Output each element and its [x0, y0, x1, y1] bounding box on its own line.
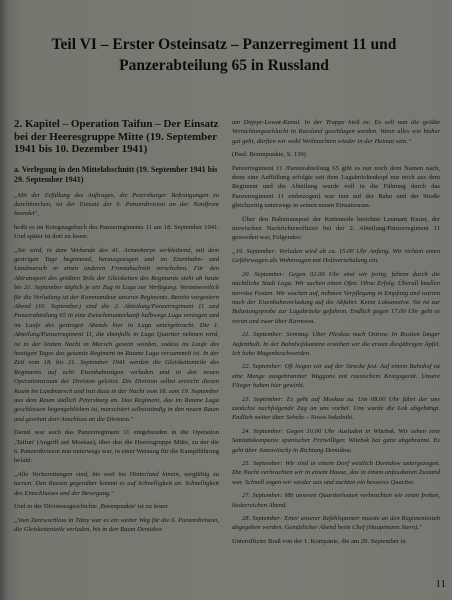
- diary-entry: 24. September: Gegen 10.00 Uhr Ausladen in Witebsk. Wir sehen eine Sanitätskompanie spanischer Freiwilliger. Witebsk hat ganz abgebrannt. Es geht über Janowitschy in Richtung Demidow.: [232, 427, 440, 454]
- citation: (Paul: Brennpunkte, S. 139): [232, 151, 306, 159]
- left-column: [14, 118, 219, 538]
- text-paragraph: heißt es im Kriegstagebuch des Panzerregiments 11 am 18. September 1941. Und später ist dort zu lesen:: [14, 223, 219, 241]
- chapter-heading: 2. Kapitel – Operation Taifun – Der Einsatz bei der Heeresgruppe Mitte (19. September 1941 bis 10. Dezember 1941): [14, 118, 219, 155]
- diary-entry: 21. September: Sonntag. Über Pleskau nach Ostrow. In Rositen langer Aufenthalt. In der Bahnhofskantine erstehen wir die ersten diesjährigen Äpfel. Ich habe Magenbeschwerden.: [232, 331, 440, 357]
- page-number: 11: [435, 578, 446, 590]
- diary-entry: 27. September: Mit unseren Quartierleuten verbrachten wir einen frohen, liederreichen Abend.: [232, 492, 440, 509]
- diary-entry: 28. September: Einer unserer Befehlspanzer musste an den Regimentsstab abgegeben werden. Gemütlicher Abend beim Chef (Hauptmann Stern).": [232, 515, 440, 532]
- quote-paragraph: „Sie wird, in dem Verbande des 41. Armeekorps verbleibend, mit dem gestrigen Tage beginnend, herausgezogen und im Eisenbahn- und Landmarsch in einen anderen Frontabschnitt verschoben. Für den Abtransport des größten Teils der Gleisketten des Regiments steht ab heute bis 21. September täglich je ein Zug in Luga zur Verfügung. Verantwortlich für die Verladung ist der Kommandeur unseres Regiments. Bereits vorgestern Abend (16. September) sind die 2. Abteilung/Panzerregiment 11 und Panzerabteilung 65 in eine Zwischenunterkunft halbwegs Luga verzogen und im Laufe des gestrigen Abends hier in Luga untergebracht. Die 1. Abteilung/Panzerregiment 11, die ebenfalls in Luga Quartier nehmen wird, ist in der letzten Nacht in Marsch gesetzt worden, sodass im Laufe des heutigen Tages das gesamte Regiment im Raume Luga versammelt ist. In der Zeit vom 18. bis 21. September 1941 werden die Gleiskettenteile des Regiments auf acht Eisenbahnzügen verladen und in den neuen Operationsraum der Division geleitet. Die Division selbst erreicht diesen Raum im Landmarsch und trat dazu in der Nacht vom 18. zum 19. September aus dem Raum südlich Petersburg an. Das Regiment, das im Raume Luga geschlossen liegengeblieben ist, marschiert selbstständig in den neuen Raum und gewinnt dort Anschluss an die Division.": [14, 246, 219, 423]
- quote-paragraph: „Alle Vorbereitungen sind, bis weit ins Hinterland hinein, sorgfältig zu tarnen. Den Russen gegenüber kommt es auf Schnelligkeit an. Schnelligkeit des Entschlusses und der Bewegung.": [14, 470, 219, 497]
- section-heading: a. Verlegung in den Mittelabschnitt (19. September 1941 bis 29. September 1941): [14, 164, 218, 184]
- quote-paragraph: am Dnjepr-Lowat-Kanal. In der Truppe hieß es: Es soll nun die größte Vernichtungsschlacht in Russland geschlagen werden. Wenn alles wie bisher gut geht, dürften wir wohl Weihnachten wieder in der Heimat sein.": [232, 119, 440, 145]
- quote-paragraph: „Vom Zarewschloss in Tätzy war es ein weiter Weg für die 6. Panzerdivision, die Gleiskettenteile verladen, bis in den Raum Demidow: [14, 516, 219, 533]
- right-column: [232, 118, 440, 550]
- diary-entry: 20. September: Gegen 02.00 Uhr sind wir fertig, fahren durch die nächtliche Stadt Luga. Wir suchen einen Ofen. Ohne Erfolg. Überall knallen nervöse Posten. Wir wachen auf, nehmen Verpflegung in Empfang und warten nach der Eisenbahnverladung auf die Abfahrt. Keine Lokomotive. Sie ist zur Belastungsprobe zur Lugabrücke gefahren. Endlich gegen 17.00 Uhr geht es voran und zwar über Karnowa.: [232, 270, 440, 325]
- text-paragraph: Unteroffizier Braß von der 1. Kompanie, die am 29. September in: [232, 537, 406, 545]
- page-title: [14, 34, 434, 76]
- diary-entry: 25. September: Wir sind in einem Dorf westlich Demidow untergezogen. Die Nacht verbrachten wir in einem Hause, das in einem unfassbaren Zustand war. Schnell zogen wir wieder aus und suchten ein besseres Quartier.: [232, 460, 440, 486]
- text-paragraph: Und in der Divisionsgeschichte ‚Brennpunkte' ist zu lesen:: [14, 503, 169, 511]
- diary-entry: 23. September: Es geht auf Moskau zu. Um 08.00 Uhr fährt der uns zunächst nachfolgende Zug an uns vorbei. Uns wurde die Lok abgehängt. Endlich weiter über Sebeže – Nowo Sokolniki.: [232, 395, 440, 422]
- text-paragraph: Über den Bahntransport der Kettenteile berichtet Leutnant Knust, der inzwischen Nachrichtenoffizier bei der 2. Abteilung/Panzerregiment 11 geworden war, Folgendes:: [232, 215, 440, 242]
- quote-paragraph: „Mit der Erfüllung des Auftrages, die Petersburger Befestigungen zu durchbrechen, ist der Einsatz der 6. Panzerdivision an der Nordfront beendet",: [14, 191, 219, 218]
- diary-entry: „19. September: Verladen wird ab ca. 15.00 Uhr Anfang. Wir richten einen Gefährwagen als Wohnwagen mit Holzverschalung ein.: [232, 247, 440, 265]
- text-paragraph: Panzerregiment 11 /Panzerabteilung 65 gibt es nur noch dem Namen nach, denn eine Auffüllung erfolgte seit dem Lugabrückenkopf nur noch aus dem Regiment und die Abteilung wurde voll in die Führung durch das Panzerregiment 11 einbezogen) war nun auf der Bahn und der Straße gleichzeitig unterwegs in seinen neuen Einsatzraum.: [232, 164, 440, 210]
- title-line-1: Teil VI – Erster Osteinsatz – Panzerregiment 11 und: [51, 36, 397, 53]
- title-line-2: Panzerabteilung 65 in Russland: [119, 57, 329, 74]
- diary-entry: 22. September: Oft liegen wir auf der Strecke fest. Auf einem Bahnhof ist eine Menge ausgebrannter Waggons mit russischem Kriegsgerät. Unsere Flieger haben hier gewirkt.: [232, 363, 440, 390]
- text-paragraph: Damit war auch das Panzerregiment 11 eingebunden in die Operation ‚Taifun' (Angriff auf Moskau), über den die Heeresgruppe Mitte, zu der die 6. Panzerdivision nun unterwegs war, in einer Weisung für die Kampfführung befahl:: [14, 429, 219, 465]
